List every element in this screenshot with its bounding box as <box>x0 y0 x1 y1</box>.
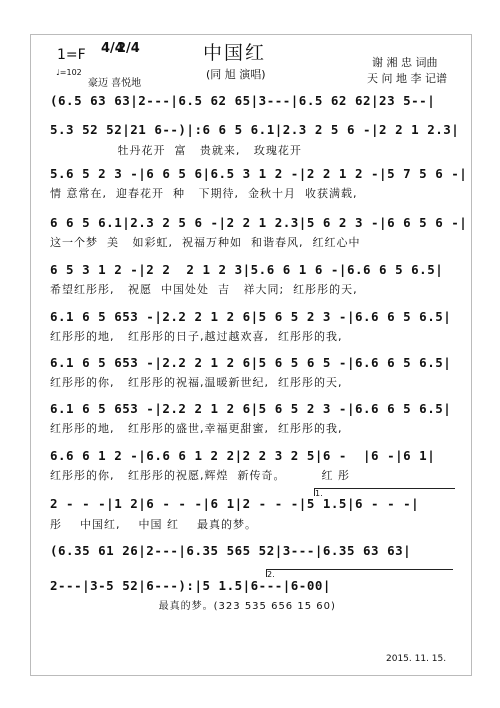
lyricist-credit: 谢 湘 忠 词曲 <box>372 56 438 69</box>
lyric-line: 红彤彤的你, 红彤彤的祝福,温暖新世纪, 红彤彤的天, <box>50 376 343 389</box>
key-signature: 1=F <box>57 47 86 63</box>
notation-line: (6.35 61 26|2---|6.35 565 52|3---|6.35 63 63| <box>50 543 412 558</box>
notation-line: 2---|3-5 52|6---):|5 1.5|6---|6-00| <box>50 578 331 593</box>
notation-line: 5.6 5 2 3 -|6 6 5 6|6.5 3 1 2 -|2 2 1 2 -|5 7 5 6 -| <box>50 166 468 181</box>
notation-line: 6.1 6 5 653 -|2.2 2 1 2 6|5 6 5 2 3 -|6.6 6 5 6.5| <box>50 401 452 416</box>
lyric-line: 牡丹花开 富 贵就来, 玫瑰花开 <box>50 144 302 157</box>
transcriber-credit: 天 问 地 李 记谱 <box>367 72 447 85</box>
lyric-line: 红彤彤的地, 红彤彤的盛世,幸福更甜蜜, 红彤彤的我, <box>50 422 343 435</box>
notation-line: 6 6 5 6.1|2.3 2 5 6 -|2 2 1 2.3|5 6 2 3 -|6 6 5 6 -| <box>50 215 468 230</box>
style-marking: 豪迈 喜悦地 <box>88 78 142 89</box>
notation-line: 6.6 6 1 2 -|6.6 6 1 2 2|2 2 3 2 5|6 - |6 -|6 1| <box>50 448 436 463</box>
song-subtitle: (同 旭 演唱) <box>206 68 266 81</box>
time-signature-1: 4/4 <box>101 41 124 56</box>
notation-line: 2 - - -|1 2|6 - - -|6 1|2 - - -|5 1.5|6 - - -| <box>50 496 420 511</box>
notation-line: 6.1 6 5 653 -|2.2 2 1 2 6|5 6 5 2 3 -|6.6 6 5 6.5| <box>50 309 452 324</box>
notation-line: 6 5 3 1 2 -|2 2 2 1 2 3|5.6 6 1 6 -|6.6 6 5 6.5| <box>50 262 444 277</box>
date-footer: 2015. 11. 15. <box>386 654 447 664</box>
first-ending-bracket: 1. <box>314 488 455 496</box>
lyric-line: 最真的梦。(323 535 656 15 60) <box>50 601 336 612</box>
tempo-marking: ♩=102 <box>56 68 82 77</box>
lyric-line: 这一个梦 美 如彩虹, 祝福万种如 和谐春风, 红红心中 <box>50 236 361 249</box>
lyric-line: 希望红彤彤, 祝愿 中国处处 吉 祥大同; 红彤彤的天, <box>50 283 358 296</box>
lyric-line: 红彤彤的地, 红彤彤的日子,越过越欢喜, 红彤彤的我, <box>50 330 343 343</box>
second-ending-bracket: 2. <box>266 569 453 577</box>
notation-line: (6.5 63 63|2---|6.5 62 65|3---|6.5 62 62|23 5--| <box>50 93 436 108</box>
notation-line: 6.1 6 5 653 -|2.2 2 1 2 6|5 6 5 6 5 -|6.6 6 5 6.5| <box>50 355 452 370</box>
time-signature-2: 2/4 <box>117 41 140 56</box>
lyric-line: 情 意常在, 迎春花开 种 下期待, 金秋十月 收获满载, <box>50 187 358 200</box>
lyric-line: 彤 中国红, 中国 红 最真的梦。 <box>50 518 257 531</box>
song-title: 中国红 <box>203 42 267 64</box>
notation-line: 5.3 52 52|21 6--)|:6 6 5 6.1|2.3 2 5 6 -|2 2 1 2.3| <box>50 122 460 137</box>
lyric-line: 红彤彤的你, 红彤彤的祝愿,辉煌 新传奇。 红 彤 <box>50 469 350 482</box>
